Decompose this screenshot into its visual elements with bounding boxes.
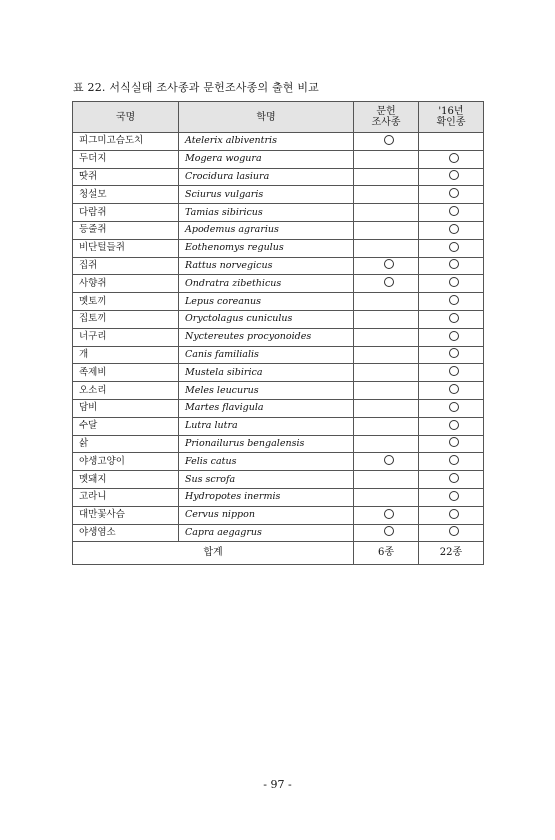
korean-name-cell: 삵	[73, 435, 179, 453]
confirmed-mark-cell	[419, 239, 484, 257]
korean-name-cell: 청설모	[73, 186, 179, 204]
circle-mark-icon	[384, 526, 394, 536]
table-row	[73, 471, 484, 489]
table-row	[73, 435, 484, 453]
korean-name-cell: 두더지	[73, 150, 179, 168]
literature-mark-cell	[354, 204, 419, 222]
circle-mark-icon	[384, 455, 394, 465]
table-row	[73, 133, 484, 151]
scientific-name-cell: Mogera wogura	[179, 150, 354, 168]
literature-mark-cell	[354, 364, 419, 382]
literature-mark-cell	[354, 488, 419, 506]
total-row	[73, 542, 484, 565]
circle-mark-icon	[384, 259, 394, 269]
korean-name-cell: 등줄쥐	[73, 221, 179, 239]
total-literature-count: 6종	[354, 542, 419, 565]
korean-name-cell: 야생고양이	[73, 453, 179, 471]
literature-mark-cell	[354, 524, 419, 542]
circle-mark-icon	[449, 277, 459, 287]
table-row	[73, 257, 484, 275]
scientific-name-cell: Oryctolagus cuniculus	[179, 310, 354, 328]
literature-mark-cell	[354, 168, 419, 186]
korean-name-cell: 비단털들쥐	[73, 239, 179, 257]
header-korean-name: 국명	[73, 102, 179, 133]
table-row	[73, 524, 484, 542]
table-row	[73, 310, 484, 328]
literature-mark-cell	[354, 346, 419, 364]
confirmed-mark-cell	[419, 133, 484, 151]
scientific-name-cell: Sciurus vulgaris	[179, 186, 354, 204]
literature-mark-cell	[354, 221, 419, 239]
circle-mark-icon	[384, 135, 394, 145]
scientific-name-cell: Cervus nippon	[179, 506, 354, 524]
confirmed-mark-cell	[419, 150, 484, 168]
korean-name-cell: 고라니	[73, 488, 179, 506]
confirmed-mark-cell	[419, 506, 484, 524]
confirmed-mark-cell	[419, 453, 484, 471]
confirmed-mark-cell	[419, 524, 484, 542]
korean-name-cell: 족제비	[73, 364, 179, 382]
table-row	[73, 150, 484, 168]
circle-mark-icon	[449, 295, 459, 305]
table-row	[73, 168, 484, 186]
confirmed-mark-cell	[419, 257, 484, 275]
header-scientific-name: 학명	[179, 102, 354, 133]
table-row	[73, 364, 484, 382]
total-label: 합계	[73, 542, 354, 565]
circle-mark-icon	[449, 331, 459, 341]
korean-name-cell: 땃쥐	[73, 168, 179, 186]
header-confirmed-2016	[419, 102, 484, 133]
scientific-name-cell: Lutra lutra	[179, 417, 354, 435]
confirmed-mark-cell	[419, 435, 484, 453]
table-caption: 표 22. 서식실태 조사종과 문헌조사종의 출현 비교	[73, 81, 319, 94]
table-row	[73, 417, 484, 435]
scientific-name-cell: Canis familialis	[179, 346, 354, 364]
korean-name-cell: 멧돼지	[73, 471, 179, 489]
scientific-name-cell: Capra aegagrus	[179, 524, 354, 542]
header-literature-line2: 조사종	[371, 117, 401, 128]
scientific-name-cell: Prionailurus bengalensis	[179, 435, 354, 453]
korean-name-cell: 피그미고슴도치	[73, 133, 179, 151]
species-comparison-table	[72, 101, 484, 565]
scientific-name-cell: Eothenomys regulus	[179, 239, 354, 257]
confirmed-mark-cell	[419, 204, 484, 222]
confirmed-mark-cell	[419, 310, 484, 328]
circle-mark-icon	[384, 509, 394, 519]
literature-mark-cell	[354, 310, 419, 328]
circle-mark-icon	[449, 437, 459, 447]
circle-mark-icon	[449, 420, 459, 430]
circle-mark-icon	[449, 348, 459, 358]
scientific-name-cell: Tamias sibiricus	[179, 204, 354, 222]
scientific-name-cell: Ondratra zibethicus	[179, 275, 354, 293]
literature-mark-cell	[354, 186, 419, 204]
table-row	[73, 382, 484, 400]
circle-mark-icon	[449, 491, 459, 501]
scientific-name-cell: Nyctereutes procyonoides	[179, 328, 354, 346]
confirmed-mark-cell	[419, 364, 484, 382]
literature-mark-cell	[354, 239, 419, 257]
literature-mark-cell	[354, 471, 419, 489]
circle-mark-icon	[449, 402, 459, 412]
circle-mark-icon	[449, 473, 459, 483]
confirmed-mark-cell	[419, 328, 484, 346]
table-row	[73, 186, 484, 204]
header-literature-line1: 문헌	[376, 106, 396, 117]
scientific-name-cell: Sus scrofa	[179, 471, 354, 489]
scientific-name-cell: Hydropotes inermis	[179, 488, 354, 506]
literature-mark-cell	[354, 382, 419, 400]
circle-mark-icon	[449, 366, 459, 376]
header-confirmed-line1: '16년	[438, 106, 464, 117]
table-row	[73, 293, 484, 311]
circle-mark-icon	[449, 455, 459, 465]
literature-mark-cell	[354, 399, 419, 417]
table-row	[73, 453, 484, 471]
literature-mark-cell	[354, 257, 419, 275]
literature-mark-cell	[354, 275, 419, 293]
korean-name-cell: 수달	[73, 417, 179, 435]
korean-name-cell: 담비	[73, 399, 179, 417]
confirmed-mark-cell	[419, 488, 484, 506]
page-number: - 97 -	[263, 778, 292, 791]
circle-mark-icon	[449, 188, 459, 198]
table-header-row	[73, 102, 484, 133]
scientific-name-cell: Felis catus	[179, 453, 354, 471]
total-confirmed-count: 22종	[419, 542, 484, 565]
korean-name-cell: 오소리	[73, 382, 179, 400]
confirmed-mark-cell	[419, 168, 484, 186]
korean-name-cell: 집토끼	[73, 310, 179, 328]
literature-mark-cell	[354, 293, 419, 311]
literature-mark-cell	[354, 506, 419, 524]
table-row	[73, 221, 484, 239]
confirmed-mark-cell	[419, 346, 484, 364]
table-row	[73, 328, 484, 346]
header-literature-survey	[354, 102, 419, 133]
scientific-name-cell: Rattus norvegicus	[179, 257, 354, 275]
scientific-name-cell: Lepus coreanus	[179, 293, 354, 311]
scientific-name-cell: Martes flavigula	[179, 399, 354, 417]
korean-name-cell: 야생염소	[73, 524, 179, 542]
scientific-name-cell: Apodemus agrarius	[179, 221, 354, 239]
scientific-name-cell: Mustela sibirica	[179, 364, 354, 382]
confirmed-mark-cell	[419, 399, 484, 417]
confirmed-mark-cell	[419, 471, 484, 489]
circle-mark-icon	[449, 509, 459, 519]
korean-name-cell: 다람쥐	[73, 204, 179, 222]
literature-mark-cell	[354, 328, 419, 346]
circle-mark-icon	[449, 153, 459, 163]
table-body	[73, 133, 484, 542]
confirmed-mark-cell	[419, 221, 484, 239]
confirmed-mark-cell	[419, 417, 484, 435]
circle-mark-icon	[449, 242, 459, 252]
literature-mark-cell	[354, 150, 419, 168]
circle-mark-icon	[449, 313, 459, 323]
circle-mark-icon	[449, 206, 459, 216]
scientific-name-cell: Atelerix albiventris	[179, 133, 354, 151]
circle-mark-icon	[449, 170, 459, 180]
confirmed-mark-cell	[419, 186, 484, 204]
scientific-name-cell: Crocidura lasiura	[179, 168, 354, 186]
confirmed-mark-cell	[419, 293, 484, 311]
table-row	[73, 275, 484, 293]
korean-name-cell: 개	[73, 346, 179, 364]
confirmed-mark-cell	[419, 382, 484, 400]
literature-mark-cell	[354, 133, 419, 151]
circle-mark-icon	[384, 277, 394, 287]
korean-name-cell: 대만꽃사슴	[73, 506, 179, 524]
table-row	[73, 488, 484, 506]
table-row	[73, 239, 484, 257]
literature-mark-cell	[354, 453, 419, 471]
circle-mark-icon	[449, 526, 459, 536]
table-row	[73, 346, 484, 364]
table-row	[73, 506, 484, 524]
circle-mark-icon	[449, 384, 459, 394]
korean-name-cell: 멧토끼	[73, 293, 179, 311]
korean-name-cell: 집쥐	[73, 257, 179, 275]
circle-mark-icon	[449, 224, 459, 234]
header-confirmed-line2: 확인종	[436, 117, 466, 128]
scientific-name-cell: Meles leucurus	[179, 382, 354, 400]
korean-name-cell: 너구리	[73, 328, 179, 346]
korean-name-cell: 사향쥐	[73, 275, 179, 293]
literature-mark-cell	[354, 417, 419, 435]
confirmed-mark-cell	[419, 275, 484, 293]
table-row	[73, 399, 484, 417]
table-row	[73, 204, 484, 222]
literature-mark-cell	[354, 435, 419, 453]
circle-mark-icon	[449, 259, 459, 269]
